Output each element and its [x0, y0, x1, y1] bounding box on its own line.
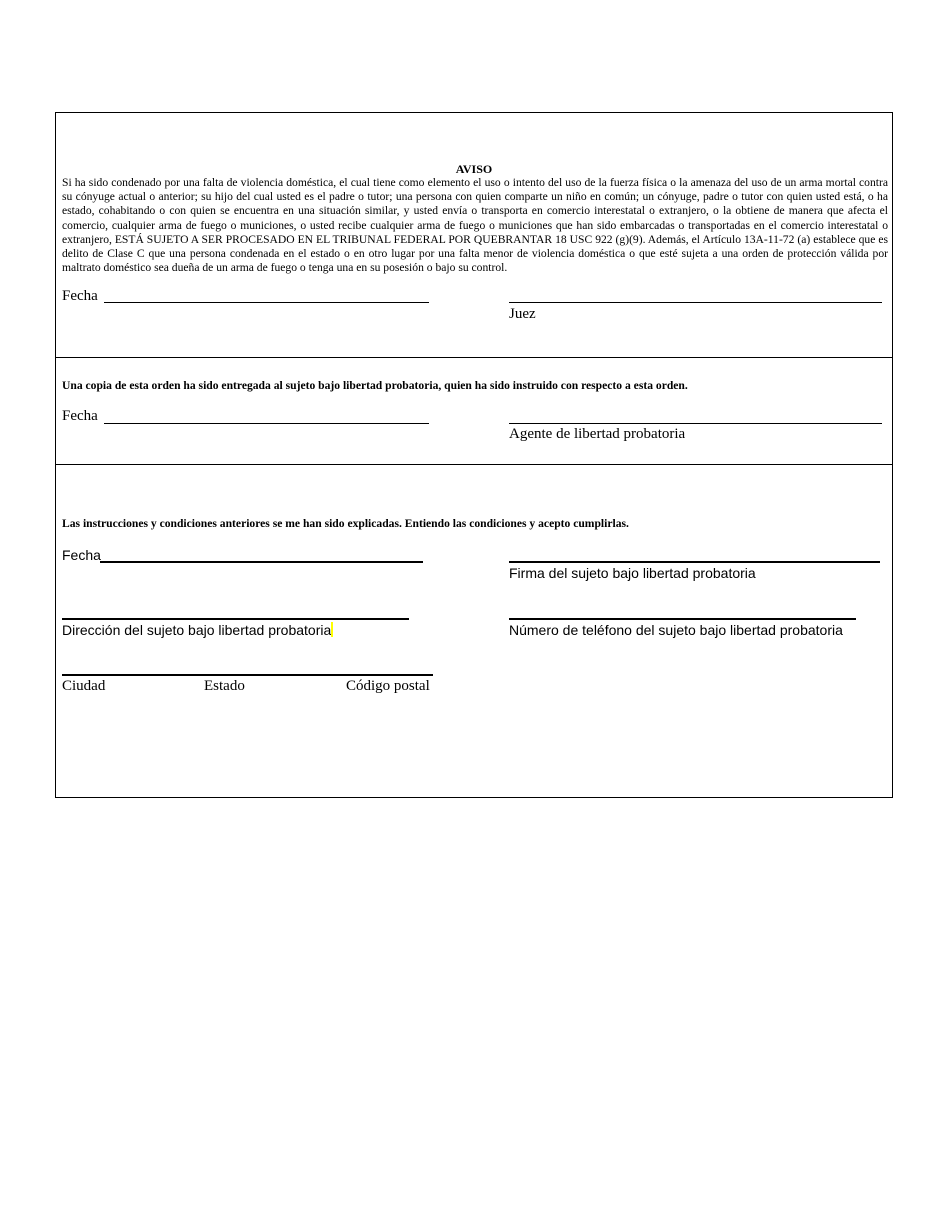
judge-date-label: Fecha: [62, 288, 98, 304]
notice-title: AVISO: [455, 162, 493, 176]
probationer-signature-line[interactable]: [509, 561, 880, 563]
state-label: Estado: [204, 678, 245, 694]
phone-label: Número de teléfono del sujeto bajo libertad probatoria: [509, 622, 843, 638]
city-state-zip-line[interactable]: [62, 674, 433, 676]
probationer-signature-label: Firma del sujeto bajo libertad probatoria: [509, 565, 756, 581]
judge-signature-line[interactable]: [509, 302, 882, 303]
address-line[interactable]: [62, 618, 409, 620]
officer-date-line[interactable]: [104, 423, 429, 424]
notice-body: Si ha sido condenado por una falta de violencia doméstica, el cual tiene como elemento el uso o intento del uso de la fuerza física o la amenaza del uso de un arma mortal contra su cónyuge actual o anterior; su hijo del cual usted es el padre o tutor; una persona con quien comparte un niño en común; un cónyuge, padre o tutor con quien usted está, o ha estado, cohabitando o con quien se encuentra en una situación similar, y usted envía o transporta en comercio interestatal o extranjero, o la obtiene de manera que afecta el comercio, cualquier arma de fuego o municiones, o usted recibe cualquier arma de fuego o municiones que han sido embarcadas o transportadas en el comercio interestatal o extranjero, ESTÁ SUJETO A SER PROCESADO EN EL TRIBUNAL FEDERAL POR QUEBRANTAR 18 USC 922 (g)(9). Además, el Artículo 13A-11-72 (a) establece que es delito de Clase C que una persona condenada en el estado o en otro lugar por una falta menor de violencia doméstica o que esté sujeta a una orden de protección válida por maltrato doméstico sea dueña de un arma de fuego o tenga una en su posesión o bajo su control.: [62, 176, 888, 275]
judge-label: Juez: [509, 306, 536, 322]
judge-date-line[interactable]: [104, 302, 429, 303]
probationer-date-label: Fecha: [62, 547, 101, 563]
text-cursor-highlight: [331, 622, 333, 637]
city-label: Ciudad: [62, 678, 106, 694]
section-divider-1: [56, 357, 892, 358]
section-divider-2: [56, 464, 892, 465]
address-label: Dirección del sujeto bajo libertad probatoria: [62, 622, 332, 638]
officer-signature-line[interactable]: [509, 423, 882, 424]
zip-label: Código postal: [346, 678, 430, 694]
officer-date-label: Fecha: [62, 408, 98, 424]
officer-label: Agente de libertad probatoria: [509, 426, 686, 442]
phone-line[interactable]: [509, 618, 856, 620]
probationer-date-line[interactable]: [100, 561, 423, 563]
probationer-statement: Las instrucciones y condiciones anteriores se me han sido explicadas. Entiendo las condiciones y acepto cumplirlas.: [62, 517, 629, 530]
officer-statement: Una copia de esta orden ha sido entregada al sujeto bajo libertad probatoria, quien ha sido instruido con respecto a esta orden.: [62, 379, 688, 392]
order-form: [55, 112, 893, 798]
